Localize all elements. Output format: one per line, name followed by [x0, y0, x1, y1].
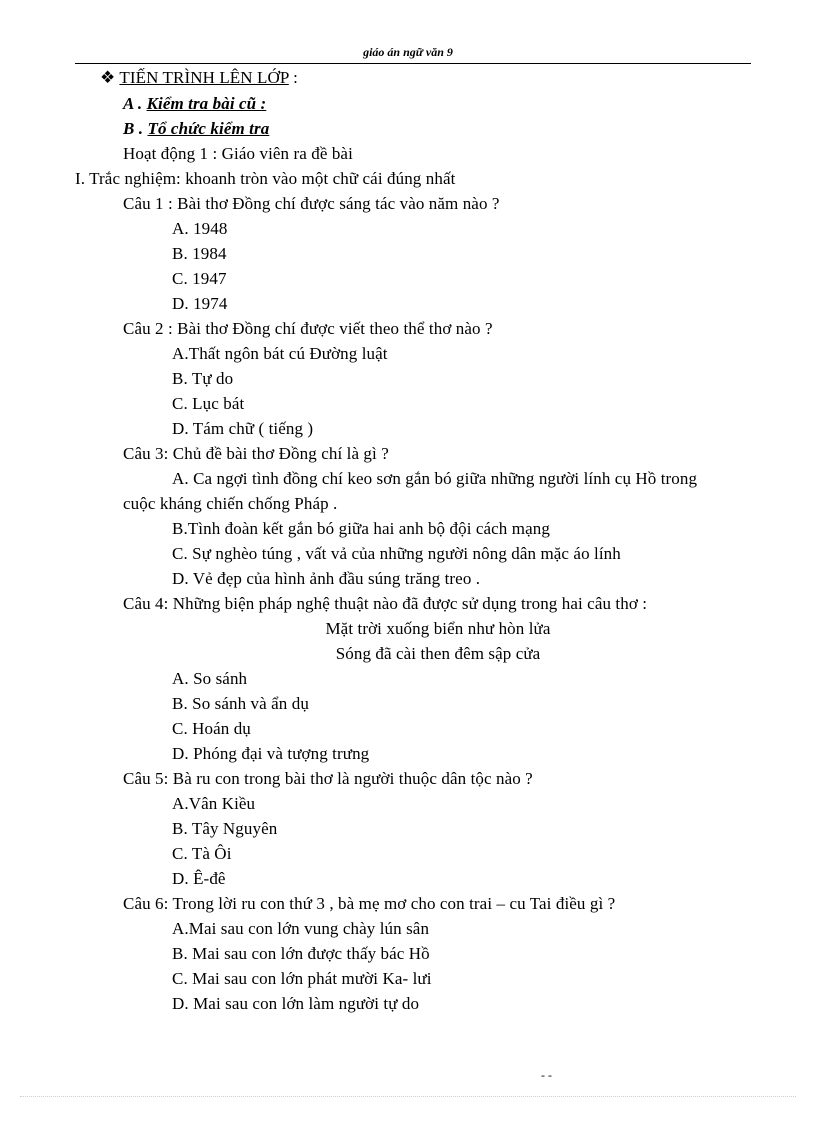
q6-option-d: D. Mai sau con lớn làm người tự do [172, 994, 420, 1013]
item-b-prefix: B . [123, 119, 148, 138]
part-title: I. Trắc nghiệm: khoanh tròn vào một chữ cái đúng nhất [75, 169, 456, 188]
q2-option-a: A.Thất ngôn bát cú Đường luật [172, 344, 388, 363]
question-4: Câu 4: Những biện pháp nghệ thuật nào đã được sử dụng trong hai câu thơ : [123, 594, 648, 613]
q3-option-d: D. Vẻ đẹp của hình ảnh đầu súng trăng treo . [172, 569, 481, 588]
q3-option-b: B.Tình đoàn kết gắn bó giữa hai anh bộ đội cách mạng [172, 519, 550, 538]
q2-option-d: D. Tám chữ ( tiếng ) [172, 419, 314, 438]
q1-option-a: A. 1948 [172, 219, 228, 238]
diamond-bullet-icon: ❖ [100, 68, 116, 87]
verse-line-2: Sóng đã cài then đêm sập cửa [335, 644, 541, 663]
q5-option-c: C. Tà Ôi [172, 844, 232, 863]
item-b-label: Tổ chức kiểm tra [147, 119, 270, 138]
page-bottom-border [20, 1096, 796, 1097]
question-3: Câu 3: Chủ đề bài thơ Đồng chí là gì ? [123, 444, 389, 463]
question-2: Câu 2 : Bài thơ Đồng chí được viết theo thể thơ nào ? [123, 319, 493, 338]
q2-option-b: B. Tự do [172, 369, 234, 388]
q5-option-a: A.Vân Kiều [172, 794, 256, 813]
item-b [123, 119, 269, 139]
q6-option-b: B. Mai sau con lớn được thấy bác Hồ [172, 944, 430, 963]
verse-line-1: Mặt trời xuống biển như hòn lửa [325, 619, 551, 638]
question-6: Câu 6: Trong lời ru con thứ 3 , bà mẹ mơ cho con trai – cu Tai điều gì ? [123, 894, 616, 913]
q2-option-c: C. Lục bát [172, 394, 245, 413]
q6-option-a: A.Mai sau con lớn vung chày lún sân [172, 919, 430, 938]
q3-option-a-line2: cuộc kháng chiến chống Pháp . [123, 494, 338, 513]
q4-option-a: A. So sánh [172, 669, 248, 688]
q4-option-c: C. Hoán dụ [172, 719, 251, 738]
q3-option-a-line1: A. Ca ngợi tình đồng chí keo sơn gắn bó giữa những người lính cụ Hồ trong [172, 469, 698, 488]
page-number-mark: - - [541, 1068, 552, 1082]
section-title: TIẾN TRÌNH LÊN LỚP [119, 68, 289, 87]
q3-option-c: C. Sự nghèo túng , vất vả của những người nông dân mặc áo lính [172, 544, 621, 563]
q1-option-d: D. 1974 [172, 294, 228, 313]
page-header: giáo án ngữ văn 9 [363, 45, 453, 59]
q4-option-b: B. So sánh và ẩn dụ [172, 694, 309, 713]
q5-option-b: B. Tây Nguyên [172, 819, 278, 838]
q5-option-d: D. Ê-đê [172, 869, 226, 888]
header-rule [75, 63, 751, 64]
item-a-prefix: A . [123, 94, 147, 113]
question-5: Câu 5: Bà ru con trong bài thơ là người thuộc dân tộc nào ? [123, 769, 533, 788]
section-title-suffix: : [288, 68, 298, 87]
q1-option-c: C. 1947 [172, 269, 227, 288]
question-1: Câu 1 : Bài thơ Đồng chí được sáng tác vào năm nào ? [123, 194, 500, 213]
item-a [123, 94, 266, 114]
q4-option-d: D. Phóng đại và tượng trưng [172, 744, 370, 763]
activity-line: Hoạt động 1 : Giáo viên ra đề bài [123, 144, 353, 163]
q6-option-c: C. Mai sau con lớn phát mười Ka- lưi [172, 969, 432, 988]
q1-option-b: B. 1984 [172, 244, 227, 263]
item-a-label: Kiểm tra bài cũ : [146, 94, 267, 113]
section-heading [100, 68, 298, 88]
